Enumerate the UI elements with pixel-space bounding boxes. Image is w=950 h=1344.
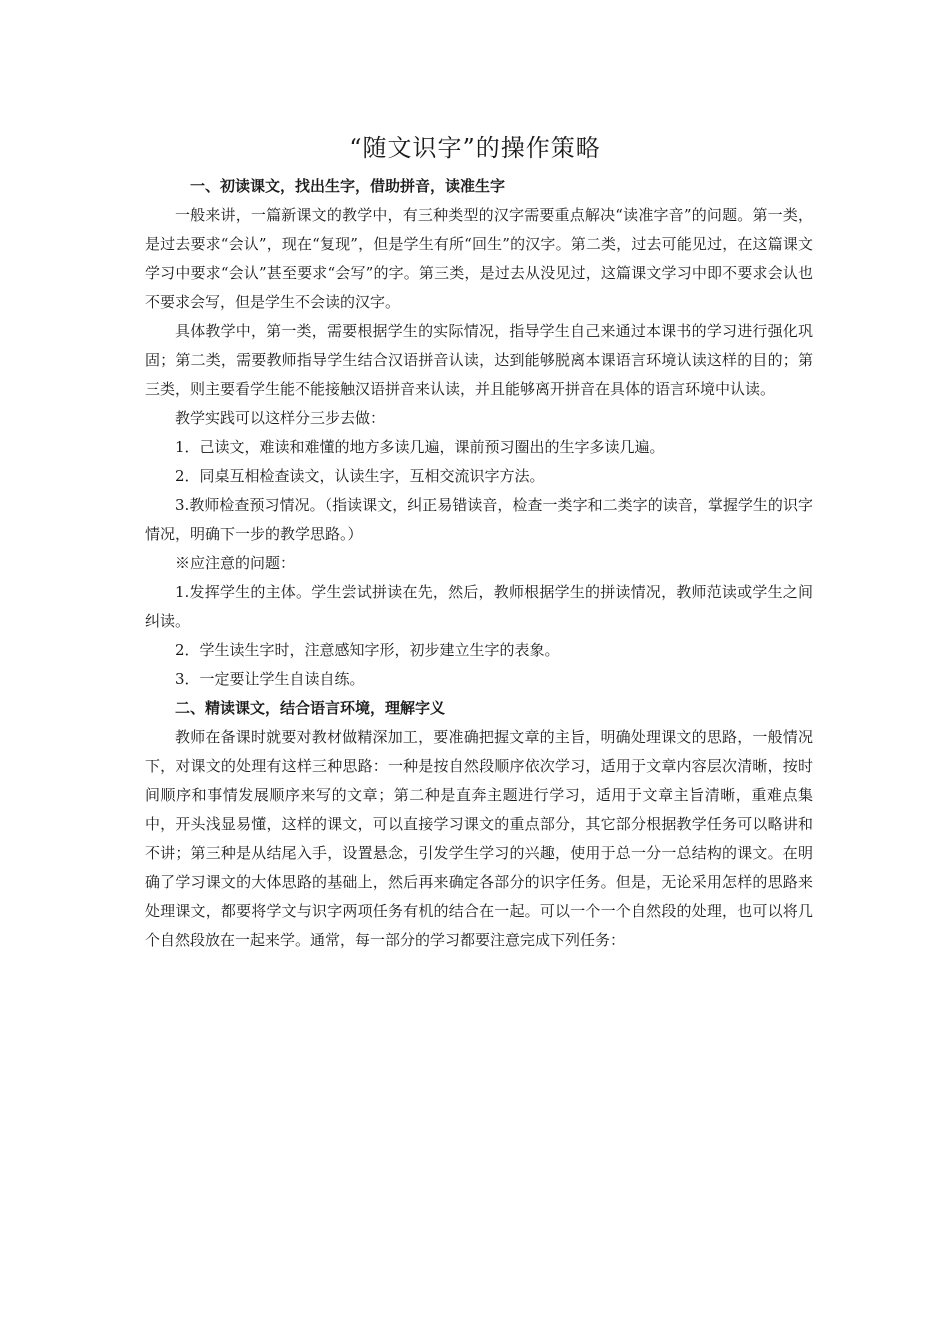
list-item: 1．己读文，难读和难懂的地方多读几遍，课前预习圈出的生字多读几遍。 <box>175 438 665 456</box>
list-item: 3.教师检查预习情况。（指读课文，纠正易错读音，检查一类字和二类字的读音，掌握学生的识字情况，明确下一步的教学思路。） <box>145 496 813 543</box>
document-title: “随文识字”的操作策略 <box>349 134 601 162</box>
document-body <box>145 172 813 955</box>
section-heading-1: 一、初读课文，找出生字，借助拼音，读准生字 <box>190 177 506 195</box>
list-item: 3．一定要让学生自读自练。 <box>175 670 365 688</box>
list-item: 1.发挥学生的主体。学生尝试拼读在先，然后，教师根据学生的拼读情况，教师范读或学生之间纠读。 <box>145 583 813 630</box>
paragraph: 教师在备课时就要对教材做精深加工，要准确把握文章的主旨，明确处理课文的思路，一般情况下，对课文的处理有这样三种思路：一种是按自然段顺序依次学习，适用于文章内容层次清晰，按时间顺序和事情发展顺序来写的文章；第二种是直奔主题进行学习，适用于文章主旨清晰，重难点集中，开头浅显易懂，这样的课文，可以直接学习课文的重点部分，其它部分根据教学任务可以略讲和不讲；第三种是从结尾入手，设置悬念，引发学生学习的兴趣，使用于总一分一总结构的课文。在明确了学习课文的大体思路的基础上，然后再来确定各部分的识字任务。但是，无论采用怎样的思路来处理课文，都要将学文与识字两项任务有机的结合在一起。可以一个一个自然段的处理，也可以将几个自然段放在一起来学。通常，每一部分的学习都要注意完成下列任务： <box>145 728 813 949</box>
paragraph: 具体教学中，第一类，需要根据学生的实际情况，指导学生自己来通过本课书的学习进行强化巩固；第二类，需要教师指导学生结合汉语拼音认读，达到能够脱离本课语言环境认读这样的目的；第三类，则主要看学生能不能接触汉语拼音来认读，并且能够离开拼音在具体的语言环境中认读。 <box>145 322 813 398</box>
paragraph: 一般来讲，一篇新课文的教学中，有三种类型的汉字需要重点解决“读准字音”的问题。第一类，是过去要求“会认”，现在“复现”，但是学生有所“回生”的汉字。第二类，过去可能见过，在这篇课文学习中要求“会认”甚至要求“会写”的字。第三类，是过去从没见过，这篇课文学习中即不要求会认也不要求会写，但是学生不会读的汉字。 <box>145 206 813 311</box>
list-item: 2．同桌互相检查读文，认读生字，互相交流识字方法。 <box>175 467 545 485</box>
section-heading-2: 二、精读课文，结合语言环境，理解字义 <box>175 699 446 717</box>
list-item: 2．学生读生字时，注意感知字形，初步建立生字的表象。 <box>175 641 560 659</box>
paragraph: 教学实践可以这样分三步去做： <box>175 409 386 427</box>
note-heading: ※应注意的问题： <box>175 554 296 572</box>
